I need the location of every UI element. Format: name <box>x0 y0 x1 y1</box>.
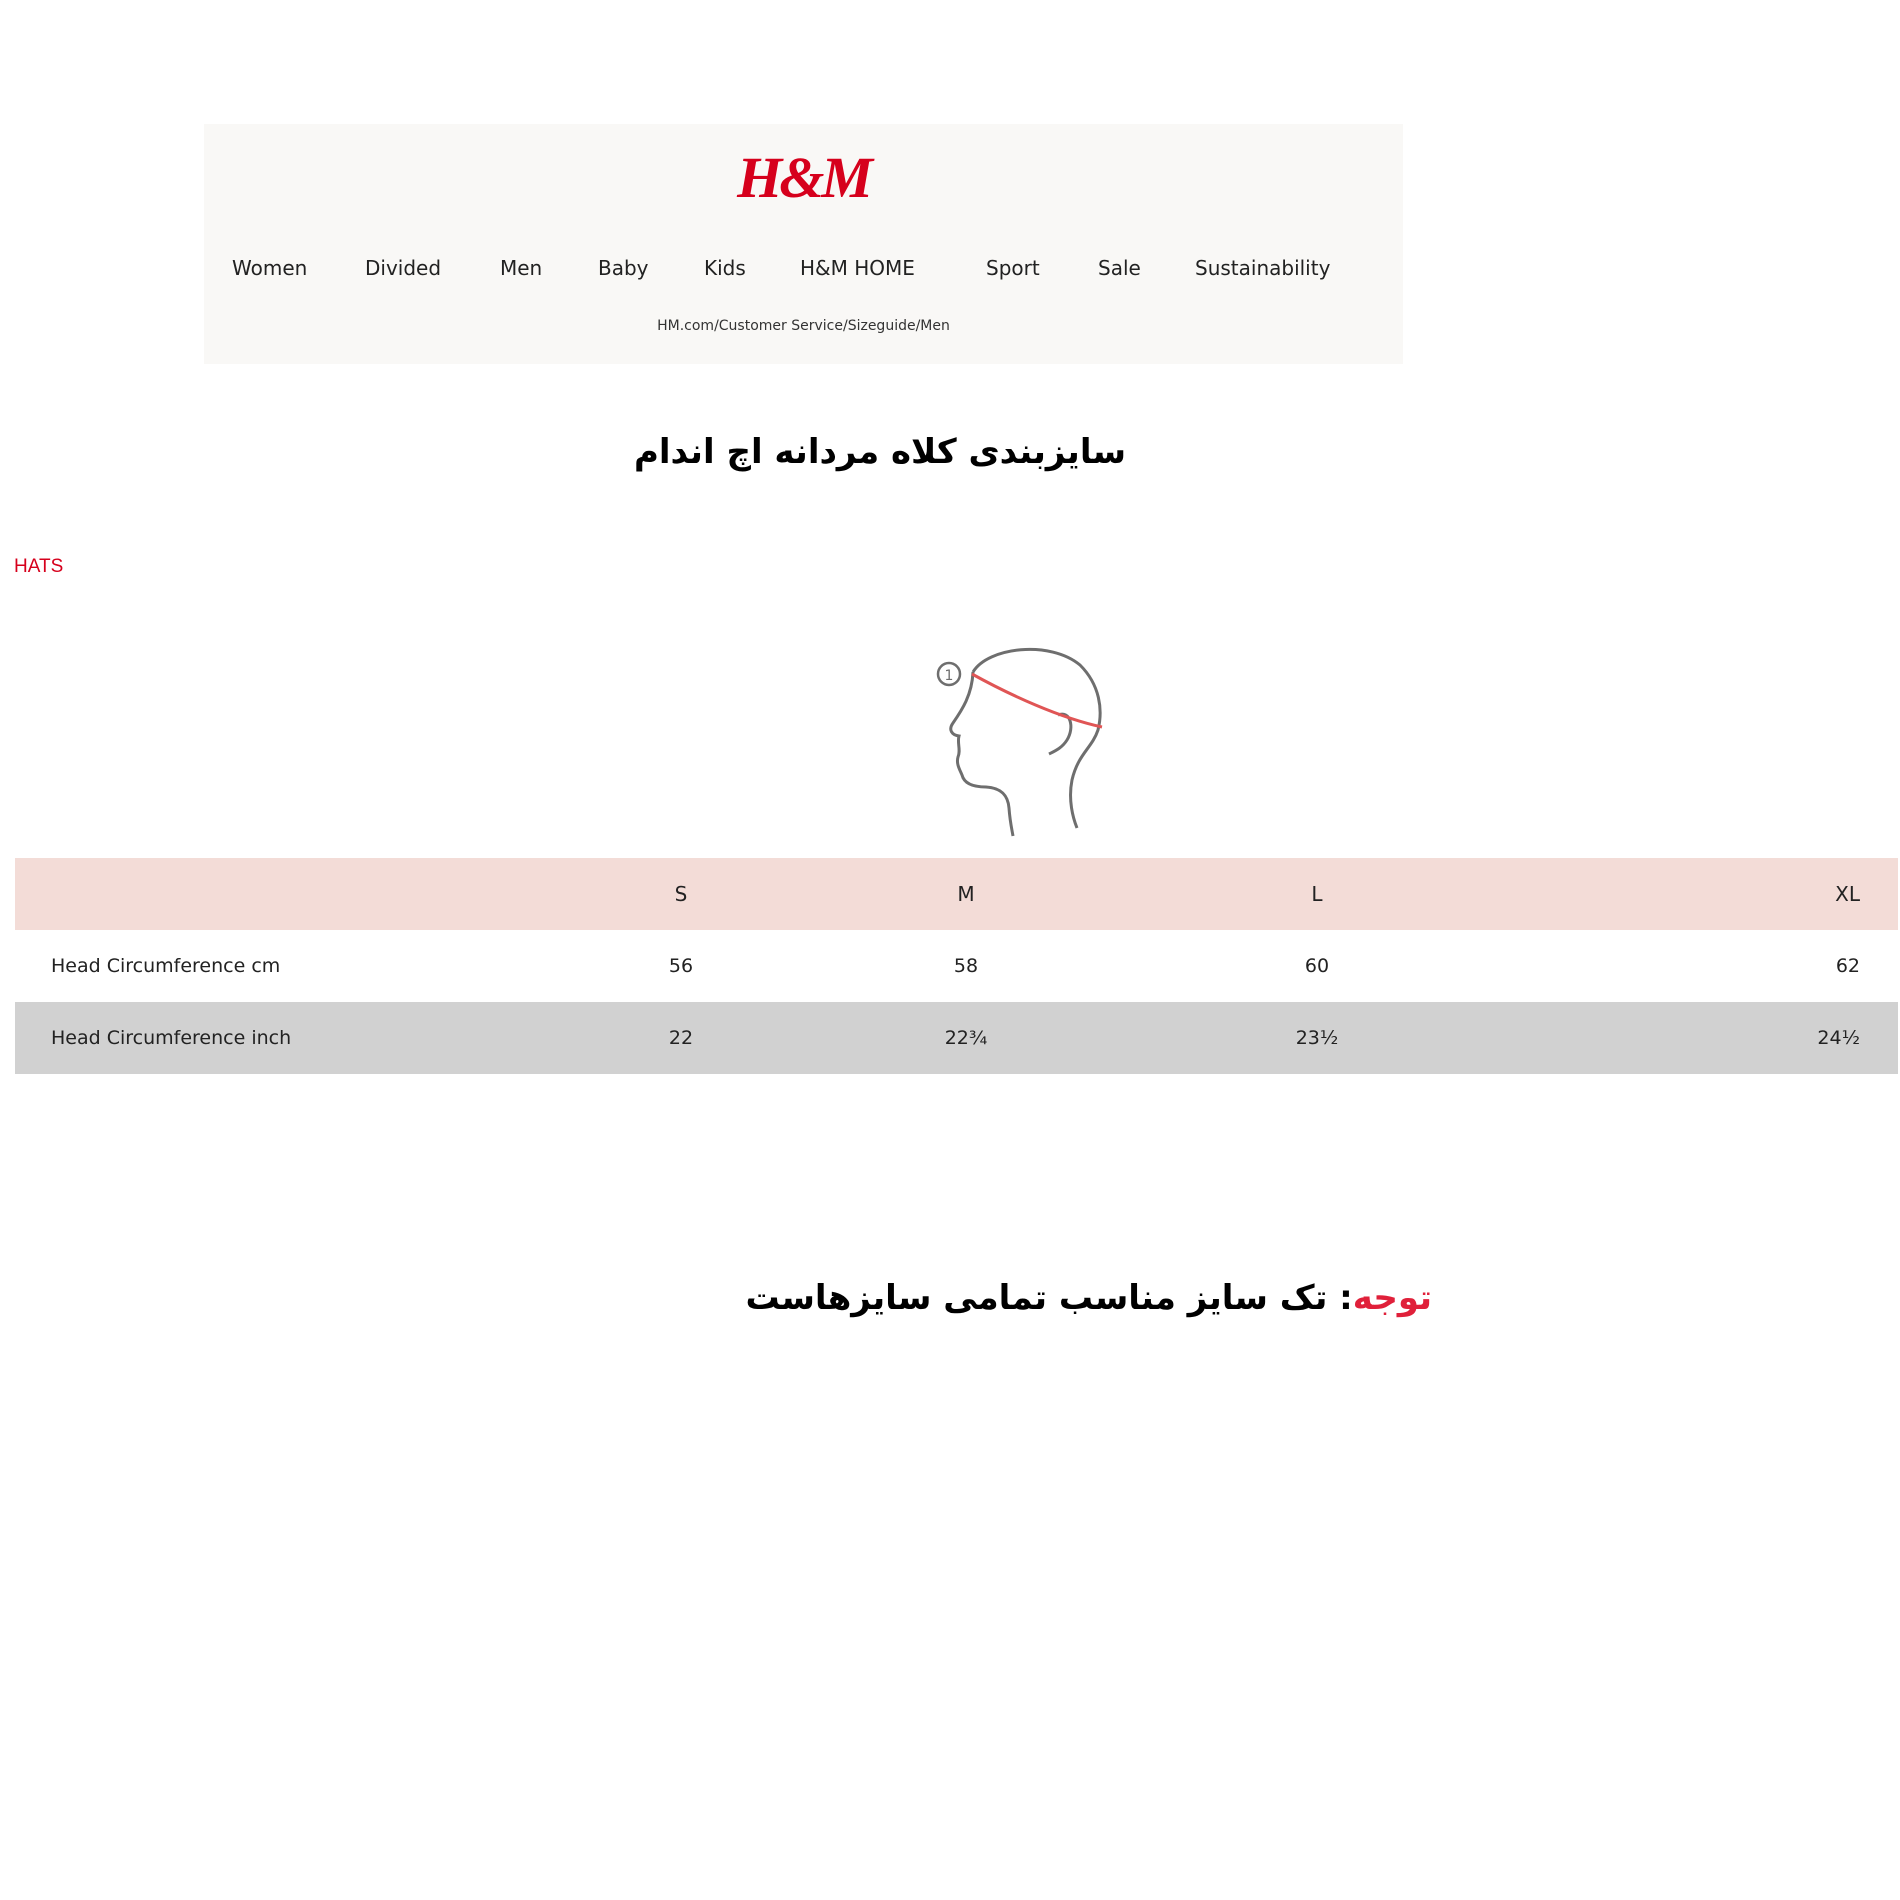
nav-item-sustainability[interactable]: Sustainability <box>1195 256 1331 280</box>
nav-item-sale[interactable]: Sale <box>1098 256 1141 280</box>
ear-outline <box>1049 714 1071 754</box>
cell-value: 22¾ <box>944 1027 988 1049</box>
nav-item-hm-home[interactable]: H&M HOME <box>800 256 915 280</box>
cell-value: 58 <box>953 955 979 977</box>
header-cell-s: S <box>674 882 688 906</box>
note-text: تک سایز مناسب تمامی سایزهاست <box>745 1278 1340 1318</box>
table-row <box>15 930 1898 1002</box>
breadcrumb[interactable]: HM.com/Customer Service/Sizeguide/Men <box>657 318 950 334</box>
head-outline <box>973 649 1100 828</box>
size-table <box>15 858 1898 1074</box>
cell-value: 56 <box>668 955 694 977</box>
cell-value: 60 <box>1304 955 1330 977</box>
page-title: سایزبندی کلاه مردانه اچ اندام <box>633 432 1127 472</box>
cell-value: 24½ <box>1817 1027 1860 1049</box>
nav-item-men[interactable]: Men <box>500 256 543 280</box>
row-label: Head Circumference inch <box>51 1027 292 1049</box>
nav-item-baby[interactable]: Baby <box>598 256 649 280</box>
table-row <box>15 1002 1898 1074</box>
header-cell-l: L <box>1311 882 1323 906</box>
header-cell-empty <box>15 858 571 930</box>
head-measurement-diagram <box>930 640 1110 840</box>
header-cell-xl: XL <box>1835 882 1860 906</box>
measurement-line <box>972 674 1102 727</box>
nav-item-women[interactable]: Women <box>232 256 308 280</box>
row-label: Head Circumference cm <box>51 955 281 977</box>
hm-logo[interactable]: H&M <box>737 145 870 210</box>
section-label-hats: HATS <box>14 556 64 577</box>
main-nav <box>232 256 1362 286</box>
note-separator: : <box>1339 1278 1353 1318</box>
nav-item-kids[interactable]: Kids <box>704 256 746 280</box>
note-label: توجه <box>1352 1278 1432 1318</box>
cell-value: 23½ <box>1295 1027 1339 1049</box>
face-profile <box>951 672 1013 836</box>
cell-value: 62 <box>1835 955 1860 977</box>
note <box>745 1278 1432 1334</box>
nav-item-sport[interactable]: Sport <box>986 256 1040 280</box>
header-cell-m: M <box>957 882 975 906</box>
marker-number: 1 <box>944 668 954 684</box>
nav-item-divided[interactable]: Divided <box>365 256 442 280</box>
table-header-row <box>15 858 1898 930</box>
cell-value: 22 <box>668 1027 694 1049</box>
